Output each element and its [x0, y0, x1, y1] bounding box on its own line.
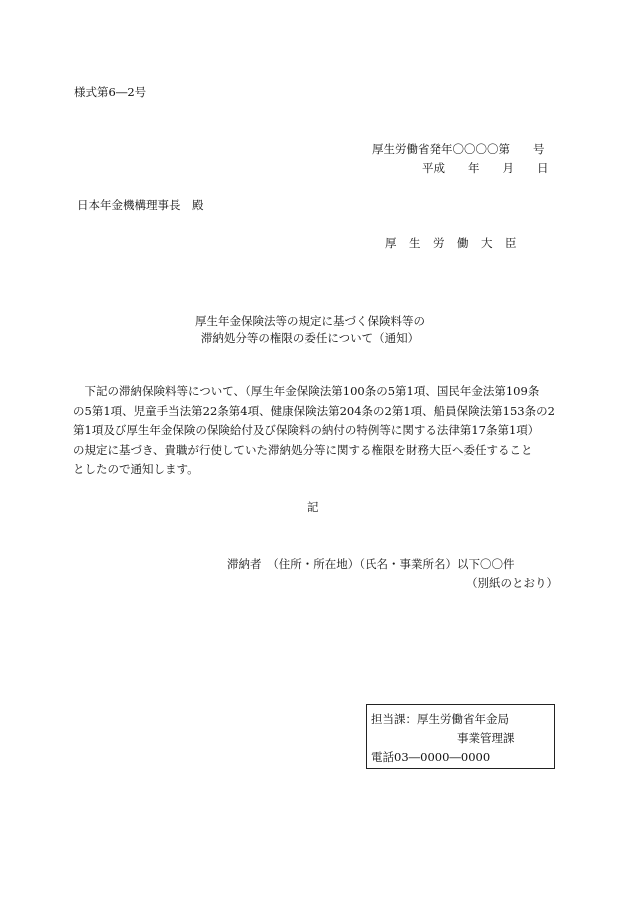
- body-line: の5第1項、児童手当法第22条第4項、健康保険法第204条の2第1項、船員保険法第153条の2: [73, 403, 555, 418]
- delinquent-note: （別紙のとおり）: [466, 576, 558, 590]
- title-line: 厚生年金保険法等の規定に基づく保険料等の: [195, 314, 425, 328]
- ki-mark: 記: [307, 500, 319, 514]
- body-line: の規定に基づき、貴職が行使していた滞納処分等に関する権限を財務大臣へ委任すること: [73, 442, 533, 457]
- document-title: [160, 313, 460, 347]
- body-line: 第1項及び厚生年金保険の保険給付及び保険料の納付の特例等に関する法律第17条第1項）: [73, 423, 540, 437]
- document-date: 平成 年 月 日: [422, 161, 549, 175]
- contact-box: [366, 704, 555, 769]
- contact-phone: 電話03―0000―0000: [371, 750, 491, 764]
- document-number: 厚生労働省発年〇〇〇〇第 号: [372, 142, 545, 156]
- title-line: 滞納処分等の権限の委任について（通知）: [200, 331, 420, 345]
- body-line: 下記の滞納保険料等について、（厚生年金保険法第100条の5第1項、国民年金法第109条: [73, 384, 540, 398]
- contact-section: 事業管理課: [457, 731, 515, 745]
- body-text: [73, 382, 553, 480]
- contact-department: 担当課：厚生労働省年金局: [371, 712, 509, 726]
- recipient: 日本年金機構理事長 殿: [77, 198, 204, 212]
- body-line: としたので通知します。: [73, 462, 199, 476]
- delinquent-line: 滞納者 （住所・所在地）（氏名・事業所名）以下〇〇件: [227, 557, 515, 571]
- sender: 厚 生 労 働 大 臣: [385, 236, 517, 250]
- form-number: 様式第6―2号: [74, 85, 147, 99]
